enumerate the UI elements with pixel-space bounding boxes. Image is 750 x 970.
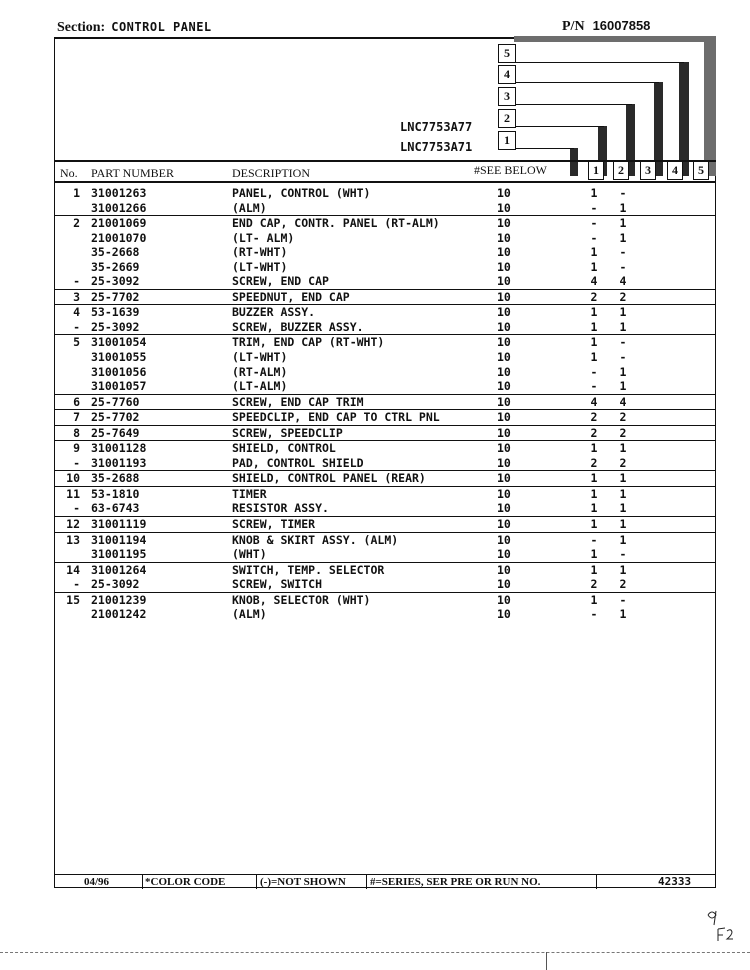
model-2-qty: 1 (619, 471, 627, 486)
description: SCREW, BUZZER ASSY. (232, 319, 364, 334)
part-number: 25-7760 (91, 394, 140, 409)
model-2-qty: 4 (619, 274, 627, 289)
model-1-qty: 1 (590, 471, 598, 486)
see-below: 10 (497, 517, 511, 532)
item-number: - (73, 501, 80, 516)
description: SCREW, SWITCH (232, 577, 323, 592)
part-number: 25-7702 (91, 410, 140, 425)
model-2-qty: 1 (619, 200, 627, 215)
heading-rule-bottom (54, 181, 716, 183)
table-row (54, 320, 716, 335)
item-number: 14 (66, 562, 80, 577)
scan-edge-tick (546, 952, 547, 970)
table-row (54, 289, 716, 305)
see-below: 10 (497, 394, 511, 409)
model-2-qty: 1 (619, 441, 627, 456)
part-number: 21001239 (91, 592, 147, 607)
table-row (54, 304, 716, 320)
footer-color-code: *COLOR CODE (145, 876, 226, 888)
model-2-qty: - (619, 335, 627, 350)
footer-divider (142, 875, 143, 889)
model-1-qty: - (590, 532, 598, 547)
item-number: 3 (73, 289, 80, 304)
col-head-model-4: 4 (667, 160, 683, 180)
model-2-qty: 1 (619, 230, 627, 245)
table-row (54, 379, 716, 394)
model-2-qty: - (619, 547, 627, 562)
item-number: 5 (73, 335, 80, 350)
item-number: 15 (66, 592, 80, 607)
see-below: 10 (497, 350, 511, 365)
model-2-qty: 1 (619, 319, 627, 334)
part-number: 31001263 (91, 186, 147, 200)
footer-divider (596, 875, 597, 889)
see-below: 10 (497, 425, 511, 440)
description: KNOB, SELECTOR (WHT) (232, 592, 371, 607)
item-number: 8 (73, 425, 80, 440)
part-number: 31001266 (91, 200, 147, 215)
model-2-qty: 2 (619, 410, 627, 425)
description: (ALM) (232, 200, 267, 215)
table-row (54, 440, 716, 456)
table-row (54, 470, 716, 486)
footer-date: 04/96 (84, 876, 110, 888)
model-1-qty: - (590, 216, 598, 231)
table-row (54, 547, 716, 562)
part-number: 25-3092 (91, 319, 140, 334)
table-row (54, 501, 716, 516)
part-number: 31001055 (91, 350, 147, 365)
table-row (54, 425, 716, 441)
item-number: - (73, 274, 80, 289)
part-number: 31001057 (91, 379, 147, 394)
part-number: 31001056 (91, 364, 147, 379)
description: (WHT) (232, 547, 267, 562)
model-1-qty: 2 (590, 577, 598, 592)
part-number: 31001193 (91, 455, 147, 470)
see-below: 10 (497, 471, 511, 486)
table-row (54, 486, 716, 502)
model-1-qty: 1 (590, 486, 598, 501)
footer-doc-no: 42333 (658, 875, 692, 888)
model-2-qty: 1 (619, 607, 627, 622)
item-number: 9 (73, 441, 80, 456)
description: (LT- ALM) (232, 230, 295, 245)
table-row (54, 532, 716, 548)
col-head-model-1: 1 (588, 160, 604, 180)
stair-shade-top (514, 36, 714, 42)
model-2-qty: - (619, 186, 627, 200)
model-2-qty: 1 (619, 517, 627, 532)
description: (RT-ALM) (232, 364, 288, 379)
description: (LT-WHT) (232, 259, 288, 274)
model-1-qty: - (590, 230, 598, 245)
footer-divider (366, 875, 367, 889)
item-number: 7 (73, 410, 80, 425)
table-row (54, 350, 716, 365)
model-1-qty: 1 (590, 350, 598, 365)
model-1-qty: 2 (590, 425, 598, 440)
heading-rule-top (54, 160, 716, 162)
description: (ALM) (232, 607, 267, 622)
description: SCREW, END CAP TRIM (232, 394, 364, 409)
table-row (54, 577, 716, 592)
description: SCREW, TIMER (232, 517, 316, 532)
see-below: 10 (497, 364, 511, 379)
see-below: 10 (497, 410, 511, 425)
item-number: - (73, 319, 80, 334)
model-2-qty: 1 (619, 364, 627, 379)
scan-edge-rule (0, 952, 750, 953)
part-number: 31001119 (91, 517, 147, 532)
model-2-qty: 2 (619, 577, 627, 592)
description: SHIELD, CONTROL PANEL (REAR) (232, 471, 426, 486)
col-head-part: PART NUMBER (91, 166, 174, 180)
model-1-qty: - (590, 379, 598, 394)
model-1-qty: 4 (590, 274, 598, 289)
description: PANEL, CONTROL (WHT) (232, 186, 371, 200)
item-number: - (73, 455, 80, 470)
description: SHIELD, CONTROL (232, 441, 336, 456)
part-number: 21001070 (91, 230, 147, 245)
description: TIMER (232, 486, 267, 501)
table-row (54, 186, 716, 201)
stair-bar-5 (679, 62, 689, 176)
section-label: Section: (57, 20, 106, 35)
stair-line-3 (514, 104, 632, 105)
see-below: 10 (497, 562, 511, 577)
model-1-qty: 2 (590, 410, 598, 425)
stair-box-3: 3 (498, 87, 516, 106)
see-below: 10 (497, 245, 511, 260)
description: SWITCH, TEMP. SELECTOR (232, 562, 385, 577)
model-2-qty: 1 (619, 562, 627, 577)
part-number: 63-6743 (91, 501, 140, 516)
description: KNOB & SKIRT ASSY. (ALM) (232, 532, 399, 547)
table-row (54, 456, 716, 471)
part-number: 21001069 (91, 216, 147, 231)
description: (LT-ALM) (232, 379, 288, 394)
item-number: - (73, 577, 80, 592)
handwritten-mark (700, 905, 740, 945)
description: SPEEDNUT, END CAP (232, 289, 350, 304)
see-below: 10 (497, 379, 511, 394)
pn-label: P/N (562, 19, 585, 34)
model-2-qty: 1 (619, 379, 627, 394)
model-1-qty: 4 (590, 394, 598, 409)
description: TRIM, END CAP (RT-WHT) (232, 335, 385, 350)
part-number: 35-2688 (91, 471, 140, 486)
table-row (54, 201, 716, 216)
model-2-qty: 1 (619, 305, 627, 320)
description: END CAP, CONTR. PANEL (RT-ALM) (232, 216, 440, 231)
model-2-qty: - (619, 350, 627, 365)
table-row (54, 592, 716, 608)
see-below: 10 (497, 319, 511, 334)
table-row (54, 409, 716, 425)
see-below: 10 (497, 455, 511, 470)
description: RESISTOR ASSY. (232, 501, 329, 516)
model-2-qty: 2 (619, 289, 627, 304)
model-1-qty: 1 (590, 501, 598, 516)
model-2-qty: 1 (619, 216, 627, 231)
col-head-model-2: 2 (613, 160, 629, 180)
model-1-qty: 1 (590, 259, 598, 274)
model-1-qty: 1 (590, 592, 598, 607)
stair-box-1: 1 (498, 131, 516, 150)
stair-box-5: 5 (498, 44, 516, 63)
item-number: 6 (73, 394, 80, 409)
part-number: 35-2669 (91, 259, 140, 274)
stair-line-1 (514, 148, 574, 149)
part-number: 53-1810 (91, 486, 140, 501)
model-1-qty: 1 (590, 547, 598, 562)
see-below: 10 (497, 577, 511, 592)
description: PAD, CONTROL SHIELD (232, 455, 364, 470)
section-header (57, 20, 212, 36)
description: SPEEDCLIP, END CAP TO CTRL PNL (232, 410, 440, 425)
table-row (54, 245, 716, 260)
part-number: 25-3092 (91, 577, 140, 592)
stair-box-2: 2 (498, 109, 516, 128)
table-row (54, 334, 716, 350)
table-row (54, 215, 716, 231)
model-1-qty: 1 (590, 319, 598, 334)
part-number: 25-7649 (91, 425, 140, 440)
model-2-qty: 1 (619, 486, 627, 501)
model-2-qty: - (619, 245, 627, 260)
stair-box-4: 4 (498, 65, 516, 84)
table-row (54, 365, 716, 380)
model-1-qty: 1 (590, 305, 598, 320)
part-number: 31001128 (91, 441, 147, 456)
table-row (54, 516, 716, 532)
col-head-model-3: 3 (640, 160, 656, 180)
see-below: 10 (497, 501, 511, 516)
description: (LT-WHT) (232, 350, 288, 365)
model-1-qty: 1 (590, 335, 598, 350)
see-below: 10 (497, 186, 511, 200)
see-below: 10 (497, 274, 511, 289)
model-2-qty: 1 (619, 501, 627, 516)
model-1-qty: - (590, 607, 598, 622)
parts-table (54, 186, 716, 622)
stair-line-4 (514, 82, 659, 83)
footer-bar (54, 874, 716, 889)
model-1-qty: 2 (590, 455, 598, 470)
see-below: 10 (497, 200, 511, 215)
table-row (54, 394, 716, 410)
see-below: 10 (497, 532, 511, 547)
model-1-qty: 1 (590, 517, 598, 532)
description: (RT-WHT) (232, 245, 288, 260)
item-number: 10 (66, 471, 80, 486)
pn-value: 16007858 (592, 18, 651, 33)
description: SCREW, SPEEDCLIP (232, 425, 343, 440)
table-row (54, 607, 716, 622)
col-head-see: #SEE BELOW (474, 163, 547, 177)
col-head-model-5: 5 (693, 160, 709, 180)
model-label-2: LNC7753A71 (400, 140, 473, 154)
description: BUZZER ASSY. (232, 305, 316, 320)
model-1-qty: 1 (590, 186, 598, 200)
description: SCREW, END CAP (232, 274, 329, 289)
model-2-qty: 2 (619, 425, 627, 440)
item-number: 12 (66, 517, 80, 532)
model-1-qty: 1 (590, 441, 598, 456)
footer-series: #=SERIES, SER PRE OR RUN NO. (370, 876, 541, 888)
see-below: 10 (497, 335, 511, 350)
model-2-qty: 2 (619, 455, 627, 470)
model-1-qty: - (590, 200, 598, 215)
model-1-qty: - (590, 364, 598, 379)
table-row (54, 274, 716, 289)
model-2-qty: - (619, 259, 627, 274)
part-number: 31001194 (91, 532, 147, 547)
see-below: 10 (497, 547, 511, 562)
part-number: 31001195 (91, 547, 147, 562)
stair-shade (704, 36, 716, 176)
model-2-qty: 4 (619, 394, 627, 409)
see-below: 10 (497, 216, 511, 231)
model-1-qty: 1 (590, 562, 598, 577)
footer-not-shown: (-)=NOT SHOWN (260, 876, 346, 888)
see-below: 10 (497, 289, 511, 304)
see-below: 10 (497, 486, 511, 501)
item-number: 2 (73, 216, 80, 231)
stair-bar-1 (570, 148, 578, 176)
col-head-desc: DESCRIPTION (232, 166, 311, 180)
model-2-qty: - (619, 592, 627, 607)
part-number: 35-2668 (91, 245, 140, 260)
see-below: 10 (497, 592, 511, 607)
table-row (54, 231, 716, 246)
part-number: 21001242 (91, 607, 147, 622)
see-below: 10 (497, 230, 511, 245)
section-value: CONTROL PANEL (111, 20, 212, 34)
part-number: 25-7702 (91, 289, 140, 304)
model-1-qty: 1 (590, 245, 598, 260)
table-row (54, 562, 716, 578)
stair-line-5 (514, 62, 684, 63)
model-1-qty: 2 (590, 289, 598, 304)
see-below: 10 (497, 259, 511, 274)
stair-line-2 (514, 126, 604, 127)
part-number: 25-3092 (91, 274, 140, 289)
table-row (54, 260, 716, 275)
item-number: 1 (73, 186, 80, 200)
model-2-qty: 1 (619, 532, 627, 547)
see-below: 10 (497, 607, 511, 622)
model-label-1: LNC7753A77 (400, 120, 473, 134)
see-below: 10 (497, 441, 511, 456)
item-number: 11 (66, 486, 80, 501)
footer-divider (256, 875, 257, 889)
part-number: 31001264 (91, 562, 147, 577)
part-number: 53-1639 (91, 305, 140, 320)
col-head-no: No. (60, 166, 78, 180)
see-below: 10 (497, 305, 511, 320)
part-number: 31001054 (91, 335, 147, 350)
item-number: 4 (73, 305, 80, 320)
part-number-header (562, 18, 650, 35)
item-number: 13 (66, 532, 80, 547)
